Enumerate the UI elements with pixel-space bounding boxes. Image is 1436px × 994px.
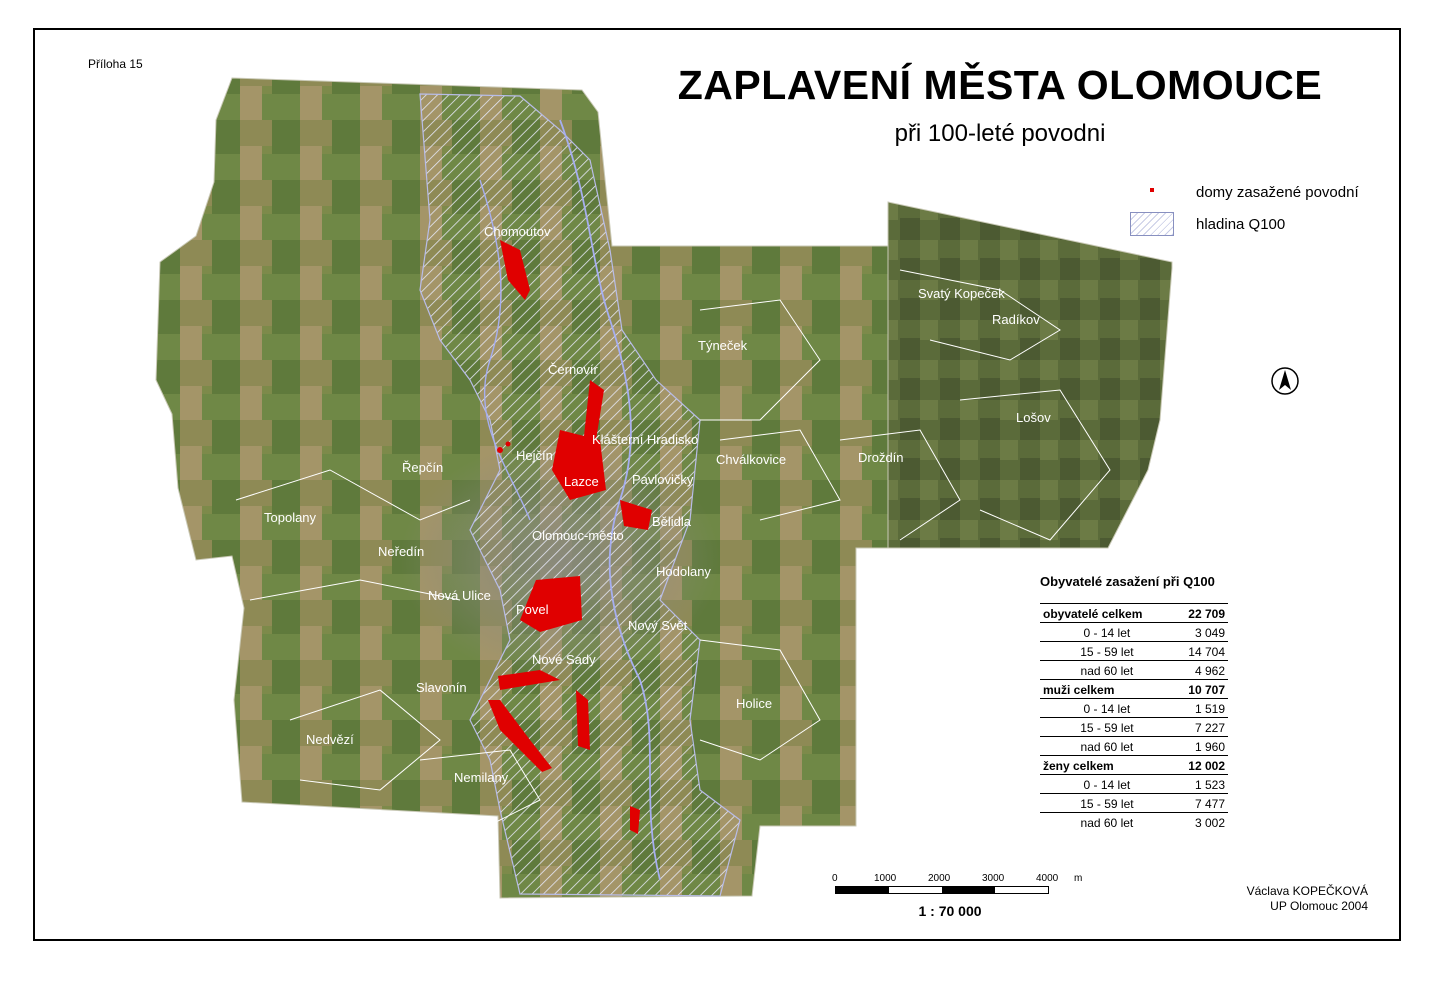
place-label: Topolany bbox=[264, 510, 317, 525]
place-label: Týneček bbox=[698, 338, 748, 353]
author-credit bbox=[1180, 884, 1368, 914]
population-table-row bbox=[1040, 642, 1228, 661]
population-row-value: 12 002 bbox=[1174, 756, 1228, 775]
population-table-row bbox=[1040, 718, 1228, 737]
population-row-label: ženy celkem bbox=[1040, 756, 1174, 775]
population-row-label: nad 60 let bbox=[1040, 737, 1174, 756]
population-row-label: 15 - 59 let bbox=[1040, 642, 1174, 661]
map-subtitle: při 100-leté povodni bbox=[894, 120, 1106, 147]
population-row-label: 15 - 59 let bbox=[1040, 794, 1174, 813]
place-label: Droždín bbox=[858, 450, 904, 465]
place-label: Nedvězí bbox=[306, 732, 354, 747]
population-table-row bbox=[1040, 794, 1228, 813]
population-row-value: 4 962 bbox=[1174, 661, 1228, 680]
place-label: Lošov bbox=[1016, 410, 1051, 425]
population-row-value: 7 227 bbox=[1174, 718, 1228, 737]
population-table-row bbox=[1040, 737, 1228, 756]
population-row-value: 22 709 bbox=[1174, 604, 1228, 623]
place-label: Hejčín bbox=[516, 448, 553, 463]
scale-tick: 2000 bbox=[928, 873, 951, 884]
scale-ratio: 1 : 70 000 bbox=[918, 903, 982, 919]
population-table-row bbox=[1040, 661, 1228, 680]
population-table-row bbox=[1040, 756, 1228, 775]
scale-tick: 3000 bbox=[982, 873, 1005, 884]
population-table-row bbox=[1040, 680, 1228, 699]
annex-label: Příloha 15 bbox=[88, 57, 143, 71]
place-label: Chomoutov bbox=[484, 224, 551, 239]
population-table-title: Obyvatelé zasažení při Q100 bbox=[1040, 574, 1215, 589]
place-label: Holice bbox=[736, 696, 773, 711]
place-label: Nový Svět bbox=[628, 618, 688, 633]
place-label: Černovír bbox=[548, 362, 598, 377]
place-label: Povel bbox=[516, 602, 549, 617]
population-table-row bbox=[1040, 623, 1228, 642]
population-table-row bbox=[1040, 775, 1228, 794]
scale-bar bbox=[835, 886, 1049, 894]
population-table-row bbox=[1040, 699, 1228, 718]
north-arrow-icon bbox=[1270, 366, 1300, 396]
author-name: Václava KOPEČKOVÁ bbox=[1246, 884, 1368, 898]
population-row-label: 0 - 14 let bbox=[1040, 699, 1174, 718]
place-label: Bělidla bbox=[652, 514, 692, 529]
place-label: Řepčín bbox=[402, 460, 444, 475]
scale-tick: 1000 bbox=[874, 873, 897, 884]
population-row-label: 0 - 14 let bbox=[1040, 623, 1174, 642]
place-label: Svatý Kopeček bbox=[918, 286, 1005, 301]
population-table-row bbox=[1040, 813, 1228, 832]
population-row-value: 1 523 bbox=[1174, 775, 1228, 794]
legend-flooded-houses-swatch bbox=[1150, 188, 1154, 192]
scale-unit: m bbox=[1074, 873, 1083, 884]
map-title: ZAPLAVENÍ MĚSTA OLOMOUCE bbox=[677, 62, 1323, 108]
population-row-label: 0 - 14 let bbox=[1040, 775, 1174, 794]
population-table-row bbox=[1040, 604, 1228, 623]
population-row-label: obyvatelé celkem bbox=[1040, 604, 1174, 623]
population-row-label: nad 60 let bbox=[1040, 661, 1174, 680]
place-label: Nemilany bbox=[454, 770, 509, 785]
population-table bbox=[1040, 603, 1228, 831]
place-label: Hodolany bbox=[656, 564, 711, 579]
population-row-label: 15 - 59 let bbox=[1040, 718, 1174, 737]
place-label: Olomouc-město bbox=[532, 528, 624, 543]
population-row-value: 3 002 bbox=[1194, 815, 1225, 830]
population-row-value: 1 519 bbox=[1174, 699, 1228, 718]
scale-tick: 0 bbox=[832, 873, 838, 884]
place-label: Klášterní Hradisko bbox=[592, 432, 699, 447]
legend-flooded-houses-label: domy zasažené povodní bbox=[1196, 184, 1359, 201]
legend-water-level-swatch bbox=[1130, 212, 1174, 236]
population-row-value: 1 960 bbox=[1174, 737, 1228, 756]
place-label: Radíkov bbox=[992, 312, 1040, 327]
place-label: Lazce bbox=[564, 474, 599, 489]
place-label: Pavlovičky bbox=[632, 472, 694, 487]
place-label: Chválkovice bbox=[716, 452, 787, 467]
population-row-value: 14 704 bbox=[1174, 642, 1228, 661]
place-label: Nové Sady bbox=[532, 652, 596, 667]
legend-water-level-label: hladina Q100 bbox=[1196, 216, 1286, 233]
author-org: UP Olomouc 2004 bbox=[1270, 899, 1368, 913]
place-label: Slavonín bbox=[416, 680, 467, 695]
place-label: Neředín bbox=[378, 544, 425, 559]
place-label: Nová Ulice bbox=[428, 588, 491, 603]
population-row-label: muži celkem bbox=[1040, 680, 1174, 699]
population-row-label: nad 60 let bbox=[1080, 815, 1134, 830]
scale-tick: 4000 bbox=[1036, 873, 1059, 884]
population-row-value: 7 477 bbox=[1174, 794, 1228, 813]
population-row-value: 10 707 bbox=[1174, 680, 1228, 699]
aerial-area-east bbox=[888, 202, 1172, 548]
population-row-value: 3 049 bbox=[1174, 623, 1228, 642]
